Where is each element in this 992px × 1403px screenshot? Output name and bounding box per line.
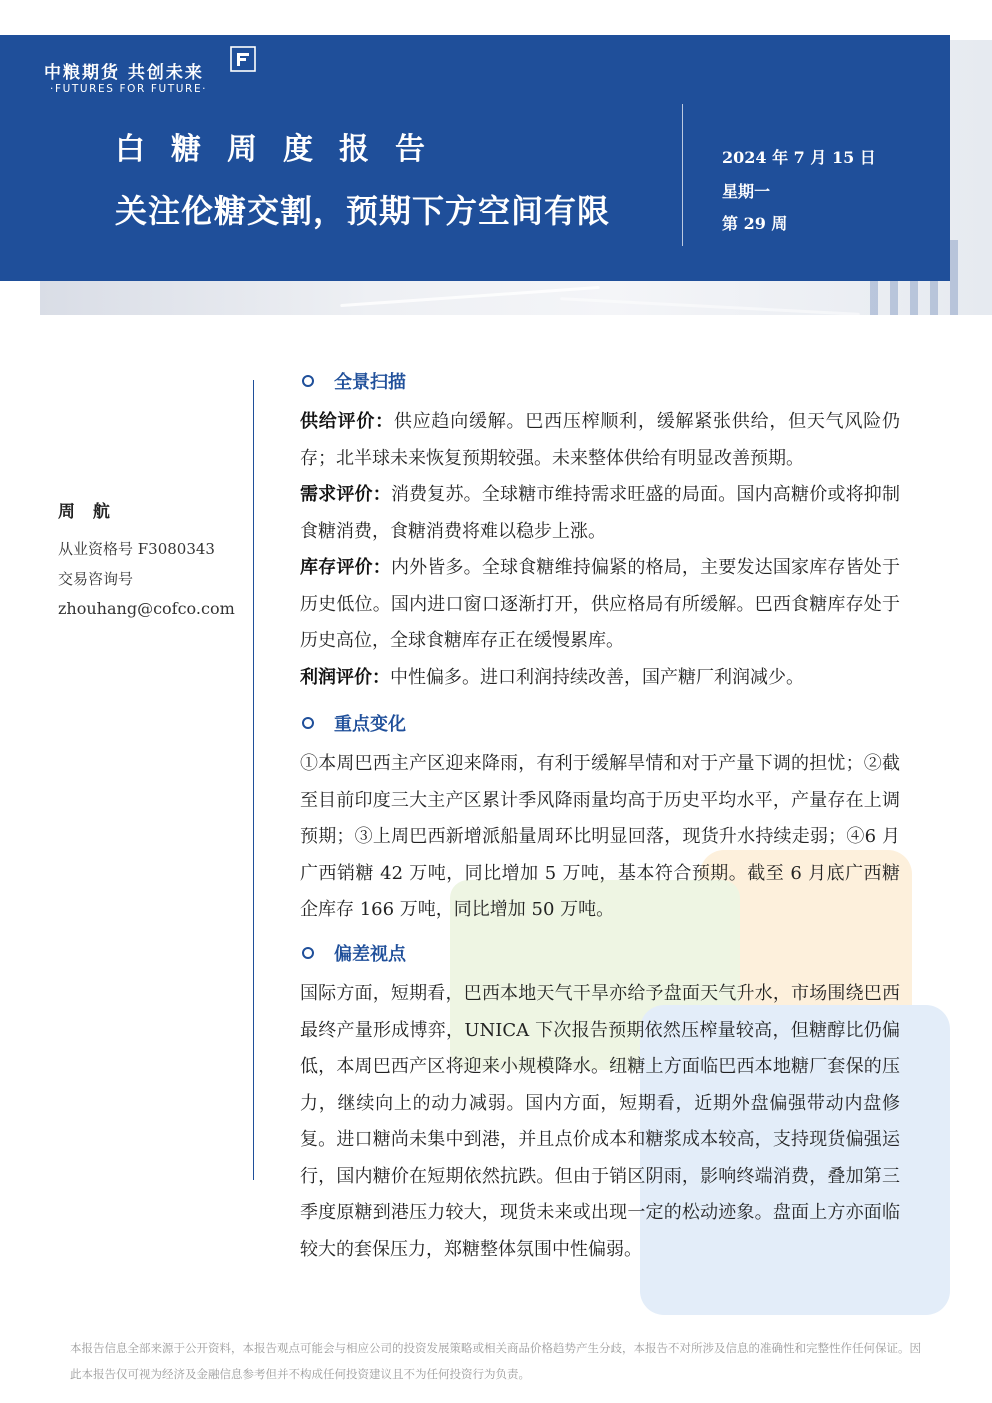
disclaimer: 本报告信息全部来源于公开资料，本报告观点可能会与相应公司的投资发展策略或相关商品价格趋势产生分歧，本报告不对所涉及信息的准确性和完整性作任何保证。因此本报告仅可视为经济及金融信息参考但并不构成任何投资建议且不为任何投资行为负责。 bbox=[70, 1341, 921, 1381]
report-week: 第 29 周 bbox=[722, 214, 788, 233]
demand-evaluation bbox=[300, 477, 900, 550]
report-type: 白糖周度报告 bbox=[115, 132, 451, 167]
section-title-text: 重点变化 bbox=[334, 714, 406, 735]
profit-evaluation bbox=[300, 660, 900, 697]
bullet-circle-icon bbox=[302, 717, 314, 729]
stock-label: 库存评价： bbox=[300, 557, 391, 578]
report-date: 2024 年 7 月 15 日 bbox=[722, 148, 876, 167]
report-weekday: 星期一 bbox=[722, 182, 771, 201]
supply-text: 供应趋向缓解。巴西压榨顺利，缓解紧张供给，但天气风险仍存；北半球未来恢复预期较强。未来整体供给有明显改善预期。 bbox=[300, 411, 901, 469]
stock-evaluation bbox=[300, 550, 900, 660]
logo-slogan: ·FUTURES FOR FUTURE· bbox=[50, 83, 208, 95]
author-qualification: 从业资格号 F3080343 bbox=[58, 540, 215, 558]
demand-label: 需求评价： bbox=[300, 484, 391, 505]
logo-text: 中粮期货 共创未来 bbox=[44, 63, 204, 83]
profit-text: 中性偏多。进口利润持续改善，国产糖厂利润减少。 bbox=[390, 666, 804, 688]
bullet-circle-icon bbox=[302, 947, 314, 959]
author-email[interactable]: zhouhang@cofco.com bbox=[58, 599, 235, 618]
author-consult-number: 交易咨询号 bbox=[58, 570, 134, 588]
cofco-logo-icon bbox=[228, 44, 258, 74]
profit-label: 利润评价： bbox=[300, 666, 390, 688]
views-paragraph: 国际方面，短期看，巴西本地天气干旱亦给予盘面天气升水，市场围绕巴西最终产量形成博弈，UNICA 下次报告预期依然压榨量较高，但糖醇比仍偏低，本周巴西产区将迎来小规模降水。纽糖上方面临巴西本地糖厂套保的压力，继续向上的动力减弱。国内方面，短期看，近期外盘偏强带动内盘修复。进口糖尚未集中到港，并且点价成本和糖浆成本较高，支持现货偏强运行，国内糖价在短期依然抗跌。但由于销区阴雨，影响终端消费，叠加第三季度原糖到港压力较大，现货未来或出现一定的松动迹象。盘面上方亦面临较大的套保压力，郑糖整体氛围中性偏弱。 bbox=[300, 983, 900, 1260]
supply-label: 供给评价： bbox=[300, 411, 394, 432]
overview-paragraphs bbox=[300, 404, 900, 696]
bullet-circle-icon bbox=[302, 375, 314, 387]
section-title-text: 偏差视点 bbox=[334, 944, 406, 965]
section-title-views bbox=[302, 940, 406, 966]
section-title-text: 全景扫描 bbox=[334, 372, 406, 393]
section-title-changes bbox=[302, 710, 406, 736]
section-title-overview bbox=[302, 368, 406, 394]
header-divider bbox=[682, 104, 683, 246]
report-title: 关注伦糖交割，预期下方空间有限 bbox=[115, 192, 611, 230]
changes-paragraph: ①本周巴西主产区迎来降雨，有利于缓解旱情和对于产量下调的担忧；②截至目前印度三大主产区累计季风降雨量均高于历史平均水平，产量存在上调预期；③上周巴西新增派船量周环比明显回落，现货升水持续走弱；④6 月广西销糖 42 万吨，同比增加 5 万吨，基本符合预期。截至 6 月底广西糖企库存 166 万吨，同比增加 50 万吨。 bbox=[300, 753, 900, 920]
author-name: 周 航 bbox=[58, 502, 116, 522]
column-divider bbox=[253, 380, 254, 1180]
supply-evaluation bbox=[300, 404, 900, 477]
demand-text: 消费复苏。全球糖市维持需求旺盛的局面。国内高糖价或将抑制食糖消费，食糖消费将难以稳步上涨。 bbox=[300, 484, 900, 542]
stock-text: 内外皆多。全球食糖维持偏紧的格局，主要发达国家库存皆处于历史低位。国内进口窗口逐渐打开，供应格局有所缓解。巴西食糖库存处于历史高位，全球食糖库存正在缓慢累库。 bbox=[300, 557, 900, 651]
